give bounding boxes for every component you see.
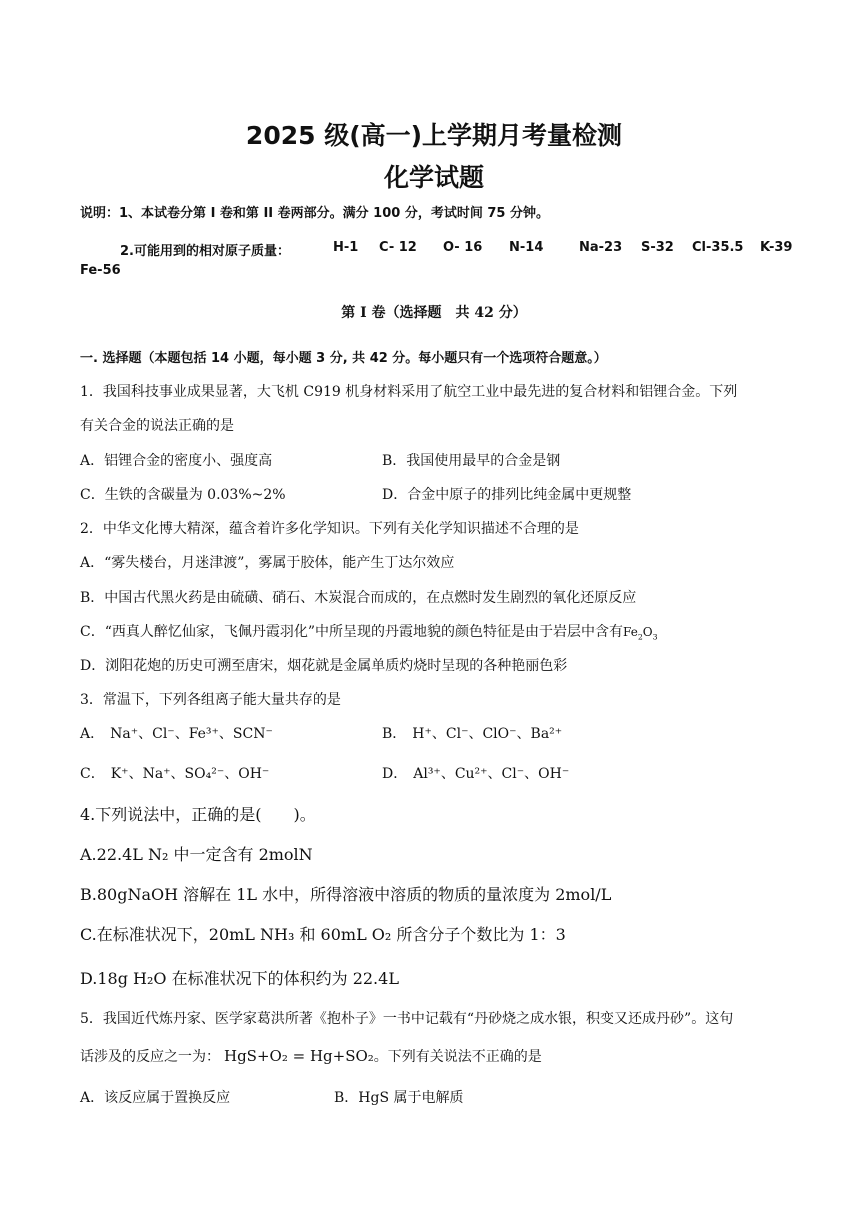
q3-option-b-ions: H⁺、Cl⁻、ClO⁻、Ba²⁺ bbox=[412, 726, 563, 742]
q1-option-b: B．我国使用最早的合金是钢 bbox=[382, 453, 561, 469]
q4-option-b: B.80gNaOH 溶解在 1L 水中，所得溶液中溶质的物质的量浓度为 2mol/L bbox=[80, 885, 612, 904]
note-line-1: 说明：1、本试卷分第 I 卷和第 II 卷两部分。满分 100 分，考试时间 75 分钟。 bbox=[80, 206, 549, 221]
q1-option-c: C．生铁的含碳量为 0.03%~2% bbox=[80, 487, 286, 503]
q5-option-b: B．HgS 属于电解质 bbox=[334, 1090, 464, 1106]
q5-equation: HgS+O₂ = Hg+SO₂ bbox=[224, 1047, 374, 1065]
section-instruction: 一. 选择题（本题包括 14 小题，每小题 3 分, 共 42 分。每小题只有一个选项符合题意。） bbox=[80, 351, 607, 366]
q5-option-a: A．该反应属于置换反应 bbox=[80, 1090, 231, 1106]
q1-option-a: A．铝锂合金的密度小、强度高 bbox=[80, 453, 273, 469]
q3-stem: 3．常温下，下列各组离子能大量共存的是 bbox=[80, 692, 341, 708]
q2-stem: 2．中华文化博大精深，蕴含着许多化学知识。下列有关化学知识描述不合理的是 bbox=[80, 521, 579, 537]
page-subtitle: 化学试题 bbox=[383, 163, 484, 192]
q2-option-c bbox=[80, 621, 658, 641]
q2-option-b: B．中国古代黑火药是由硫磺、硝石、木炭混合而成的，在点燃时发生剧烈的氧化还原反应 bbox=[80, 590, 637, 606]
q1-option-d: D．合金中原子的排列比纯金属中更规整 bbox=[382, 487, 632, 503]
mass-h: H-1 bbox=[333, 240, 359, 255]
q3-option-c-ions: K⁺、Na⁺、SO₄²⁻、OH⁻ bbox=[110, 766, 270, 782]
q3-option-a-ions: Na⁺、Cl⁻、Fe³⁺、SCN⁻ bbox=[110, 726, 273, 742]
q2-option-a: A．“雾失楼台，月迷津渡”，雾属于胶体，能产生丁达尔效应 bbox=[80, 555, 455, 571]
q4-option-d: D.18g H₂O 在标准状况下的体积约为 22.4L bbox=[80, 969, 399, 988]
note-line-3: Fe-56 bbox=[80, 263, 121, 278]
q3-option-b: B． H⁺、Cl⁻、ClO⁻、Ba²⁺ bbox=[382, 726, 563, 742]
note-line-2-label: 2.可能用到的相对原子质量： bbox=[120, 244, 290, 259]
q3-option-d: D． Al³⁺、Cu²⁺、Cl⁻、OH⁻ bbox=[382, 766, 570, 782]
mass-cl: Cl-35.5 bbox=[692, 240, 744, 255]
mass-na: Na-23 bbox=[579, 240, 623, 255]
section-heading: 第 I 卷（选择题 共 42 分） bbox=[341, 305, 527, 321]
q4-stem: 4.下列说法中，正确的是( )。 bbox=[80, 805, 316, 824]
mass-c: C- 12 bbox=[379, 240, 417, 255]
mass-s: S-32 bbox=[641, 240, 674, 255]
mass-o: O- 16 bbox=[443, 240, 483, 255]
q4-option-a: A.22.4L N₂ 中一定含有 2molN bbox=[80, 845, 313, 864]
q1-stem-line-2: 有关合金的说法正确的是 bbox=[80, 418, 234, 434]
q4-option-c: C.在标准状况下，20mL NH₃ 和 60mL O₂ 所含分子个数比为 1：3 bbox=[80, 925, 566, 944]
q5-stem-line-1: 5．我国近代炼丹家、医学家葛洪所著《抱朴子》一书中记载有“丹砂烧之成水银，积变又还成丹砂”。这句 bbox=[80, 1011, 734, 1027]
q2-option-d: D．浏阳花炮的历史可溯至唐宋，烟花就是金属单质灼烧时呈现的各种艳丽色彩 bbox=[80, 658, 568, 674]
q3-option-d-ions: Al³⁺、Cu²⁺、Cl⁻、OH⁻ bbox=[413, 766, 570, 782]
q5-stem-line-2: 话涉及的反应之一为： HgS+O₂ = Hg+SO₂。下列有关说法不正确的是 bbox=[80, 1047, 542, 1065]
q1-stem-line-1: 1．我国科技事业成果显著，大飞机 C919 机身材料采用了航空工业中最先进的复合材料和铝锂合金。下列 bbox=[80, 384, 738, 400]
fe2o3-formula: $Fe_2O_3$ bbox=[623, 625, 658, 642]
q3-option-c: C． K⁺、Na⁺、SO₄²⁻、OH⁻ bbox=[80, 766, 270, 782]
mass-k: K-39 bbox=[760, 240, 793, 255]
q3-option-a: A． Na⁺、Cl⁻、Fe³⁺、SCN⁻ bbox=[80, 726, 273, 742]
q2-option-c-text: C．“西真人醉忆仙家，飞佩丹霞羽化”中所呈现的丹霞地貌的颜色特征是由于岩层中含有 bbox=[80, 624, 624, 640]
page-title: 2025 级(高一)上学期月考量检测 bbox=[245, 121, 623, 150]
mass-n: N-14 bbox=[509, 240, 544, 255]
